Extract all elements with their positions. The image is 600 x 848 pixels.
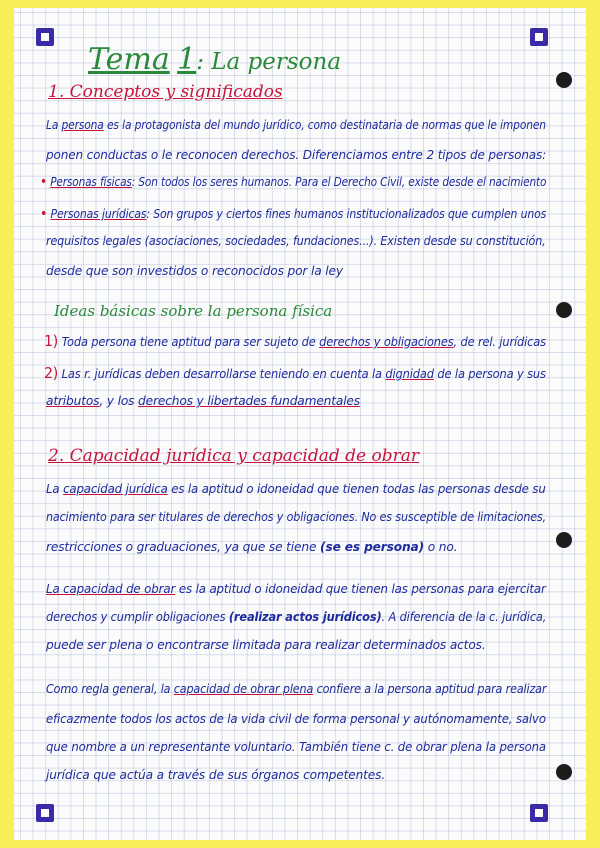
paragraph-persona-line: La persona es la protagonista del mundo jurídico, como destinataria de normas que le imponen: [46, 118, 546, 132]
corner-marker-icon: [530, 28, 548, 46]
ideas-heading: Ideas básicas sobre la persona física: [54, 302, 333, 320]
paragraph-regla-general-line: que nombre a un representante voluntario. También tiene c. de obrar plena la persona: [46, 740, 547, 754]
corner-marker-icon: [36, 804, 54, 822]
bullet-personas-fisicas: • Personas físicas: Son todos los seres humanos. Para el Derecho Civil, existe desde el nacimiento: [40, 174, 547, 190]
title-number: 1: [177, 42, 197, 77]
idea-item-1: 1) Toda persona tiene aptitud para ser sujeto de derechos y obligaciones, de rel. jurídicas: [44, 332, 546, 350]
section-1-heading: 1. Conceptos y significados: [48, 82, 283, 102]
punch-hole-icon: [556, 532, 572, 548]
notebook-page: [14, 8, 586, 840]
punch-hole-icon: [556, 764, 572, 780]
corner-marker-icon: [36, 28, 54, 46]
paragraph-capacidad-juridica-line: restricciones o graduaciones, ya que se tiene (se es persona) o no.: [46, 540, 458, 554]
bullet-personas-juridicas-line: desde que son investidos o reconocidos por la ley: [46, 264, 343, 278]
bullet-personas-juridicas: • Personas jurídicas: Son grupos y ciertos fines humanos institucionalizados que cumplen unos: [40, 206, 547, 222]
paragraph-capacidad-juridica-line: La capacidad jurídica es la aptitud o idoneidad que tienen todas las personas desde su: [46, 482, 546, 496]
corner-marker-icon: [530, 804, 548, 822]
paragraph-capacidad-obrar-line: La capacidad de obrar es la aptitud o idoneidad que tienen las personas para ejercitar: [46, 582, 546, 596]
paragraph-regla-general-line: eficazmente todos los actos de la vida civil de forma personal y autónomamente, salvo: [46, 712, 546, 726]
punch-hole-icon: [556, 72, 572, 88]
paragraph-capacidad-juridica-line: nacimiento para ser titulares de derechos y obligaciones. No es susceptible de limitaciones,: [46, 510, 547, 524]
punch-hole-icon: [556, 302, 572, 318]
title-rest: : La persona: [196, 49, 342, 75]
section-2-heading: 2. Capacidad jurídica y capacidad de obrar: [48, 446, 420, 466]
paragraph-regla-general-line: Como regla general, la capacidad de obrar plena confiere a la persona aptitud para realizar: [46, 682, 547, 696]
paragraph-capacidad-obrar-line: derechos y cumplir obligaciones (realizar actos jurídicos). A diferencia de la c. jurídica,: [46, 610, 547, 624]
idea-item-2: 2) Las r. jurídicas deben desarrollarse teniendo en cuenta la dignidad de la persona y sus: [44, 364, 546, 382]
paragraph-capacidad-obrar-line: puede ser plena o encontrarse limitada para realizar determinados actos.: [46, 638, 486, 652]
paragraph-regla-general-line: jurídica que actúa a través de sus órganos competentes.: [46, 768, 386, 782]
page-title: [88, 42, 341, 77]
idea-item-2-line: atributos, y los derechos y libertades fundamentales: [46, 394, 360, 408]
title-word: Tema: [88, 42, 170, 77]
paragraph-persona-line: ponen conductas o le reconocen derechos. Diferenciamos entre 2 tipos de personas:: [46, 148, 547, 162]
bullet-personas-juridicas-line: requisitos legales (asociaciones, sociedades, fundaciones...). Existen desde su constitución,: [46, 234, 546, 248]
